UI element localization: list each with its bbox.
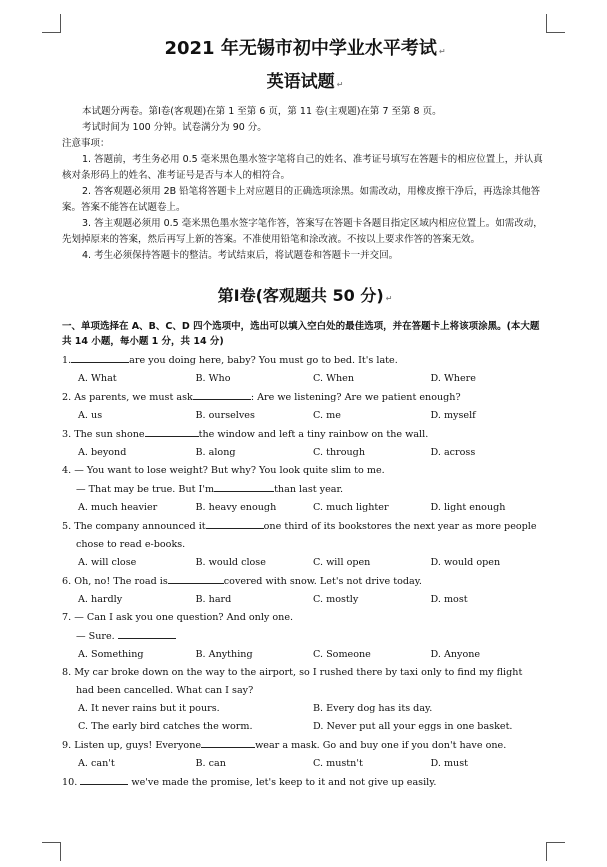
option: B. can	[195, 758, 226, 769]
option: D. across	[430, 447, 476, 458]
answer-blank	[214, 480, 274, 492]
option: D. Anyone	[430, 649, 481, 660]
answer-blank	[80, 773, 128, 785]
crop-mark-bottom-right	[546, 842, 565, 861]
notice-label: 注意事项：	[62, 138, 110, 149]
options-8-row-2	[62, 718, 548, 736]
option: A. can't	[78, 758, 115, 769]
option: D. Where	[430, 373, 476, 384]
answer-blank	[168, 572, 224, 584]
intro-line-2: 考试时间为 100 分钟。试卷满分为 90 分。	[82, 122, 267, 133]
option: A. Something	[78, 649, 144, 660]
notice-item-3: 3. 答主观题必须用 0.5 毫米黑色墨水签字笔作答，答案写在答题卡各题目指定区域内相应位置上。如需改动，先划掉原来的答案，然后再写上新的答案。不准使用铅笔和涂改液。不按以上要求作答的答案无效。	[62, 218, 543, 245]
question-9: 9. Listen up, guys! Everyone wear a mask. Go and buy one if you don't have one.	[62, 736, 548, 755]
answer-blank	[201, 736, 255, 748]
question-2: 2. As parents, we must ask : Are we listening? Are we patient enough?	[62, 388, 548, 407]
option: C. through	[313, 447, 365, 458]
option: D. Never put all your eggs in one basket.	[313, 721, 513, 732]
answer-blank	[118, 627, 176, 639]
options-3	[62, 444, 548, 462]
option: C. Someone	[313, 649, 371, 660]
option: D. light enough	[430, 502, 506, 513]
exam-subtitle: 英语试题 ↵	[266, 72, 344, 92]
option: D. must	[430, 758, 469, 769]
option: C. When	[313, 373, 354, 384]
answer-blank	[145, 425, 199, 437]
options-4	[62, 499, 548, 517]
answer-blank	[71, 351, 129, 363]
answer-blank	[206, 517, 264, 529]
options-6	[62, 591, 548, 609]
crop-mark-top-left	[42, 14, 61, 33]
answer-blank	[193, 388, 251, 400]
option: B. Every dog has its day.	[313, 703, 433, 714]
option: D. most	[430, 594, 468, 605]
option: D. myself	[430, 410, 476, 421]
options-5	[62, 554, 548, 572]
question-4: 4. — You want to lose weight? But why? You look quite slim to me. — That may be true. But I'm than last year.	[62, 465, 385, 495]
options-7	[62, 646, 548, 664]
options-1	[62, 370, 548, 388]
notice-item-1: 1. 答题前，考生务必用 0.5 毫米黑色墨水签字笔将自己的姓名、准考证号填写在答题卡的相应位置上，并认真核对条形码上的姓名、准考证号是否与本人的相符合。	[62, 154, 543, 181]
crop-mark-bottom-left	[42, 842, 61, 861]
exam-page	[62, 36, 548, 792]
option: A. beyond	[78, 447, 127, 458]
option: C. me	[313, 410, 341, 421]
option: A. us	[78, 410, 103, 421]
options-8-row-1	[62, 700, 548, 718]
question-1: 1. are you doing here, baby? You must go to bed. It's late.	[62, 351, 548, 370]
option: C. much lighter	[313, 502, 389, 513]
option: B. Who	[195, 373, 231, 384]
notice-item-2: 2. 答客观题必须用 2B 铅笔将答题卡上对应题目的正确选项涂黑。如需改动，用橡皮擦干净后，再选涂其他答案。答案不能答在试题卷上。	[62, 186, 541, 213]
option: C. mustn't	[313, 758, 363, 769]
option: A. much heavier	[78, 502, 158, 513]
option: B. hard	[195, 594, 232, 605]
crop-mark-top-right	[546, 14, 565, 33]
exam-title: 2021 年无锡市初中学业水平考试 ↵	[164, 38, 446, 59]
question-3: 3. The sun shone the window and left a tiny rainbow on the wall.	[62, 425, 548, 444]
option: B. would close	[195, 557, 266, 568]
option: A. What	[78, 373, 117, 384]
intro-line-1: 本试题分两卷。第Ⅰ卷(客观题)在第 1 至第 6 页，第 11 卷(主观题)在第 7 至第 8 页。	[82, 106, 442, 117]
part-heading: 一、单项选择在 A、B、C、D 四个选项中，选出可以填入空白处的最佳选项，并在答题卡上将该项涂黑。(本大题共 14 小题，每小题 1 分，共 14 分)	[62, 321, 540, 347]
option: B. along	[195, 447, 236, 458]
option: C. mostly	[313, 594, 359, 605]
question-5: 5. The company announced it one third of its bookstores the next year as more people chose to read e-books.	[62, 517, 548, 554]
options-2	[62, 407, 548, 425]
question-8: 8. My car broke down on the way to the airport, so I rushed there by taxi only to find my flight had been cancelled. What can I say?	[62, 667, 523, 696]
option: A. will close	[78, 557, 137, 568]
options-9	[62, 755, 548, 773]
option: C. The early bird catches the worm.	[78, 721, 253, 732]
option: B. Anything	[195, 649, 253, 660]
option: A. hardly	[78, 594, 123, 605]
option: C. will open	[313, 557, 371, 568]
option: B. ourselves	[195, 410, 255, 421]
option: D. would open	[430, 557, 501, 568]
question-10: 10. we've made the promise, let's keep to it and not give up easily.	[62, 773, 548, 792]
question-6: 6. Oh, no! The road is covered with snow. Let's not drive today.	[62, 572, 548, 591]
section-title: 第Ⅰ卷(客观题共 50 分) ↵	[217, 286, 393, 305]
question-7: 7. — Can I ask you one question? And only one. — Sure.	[62, 612, 294, 642]
option: B. heavy enough	[195, 502, 277, 513]
notice-item-4: 4. 考生必须保持答题卡的整洁。考试结束后，将试题卷和答题卡一并交回。	[82, 250, 399, 261]
option: A. It never rains but it pours.	[78, 703, 220, 714]
